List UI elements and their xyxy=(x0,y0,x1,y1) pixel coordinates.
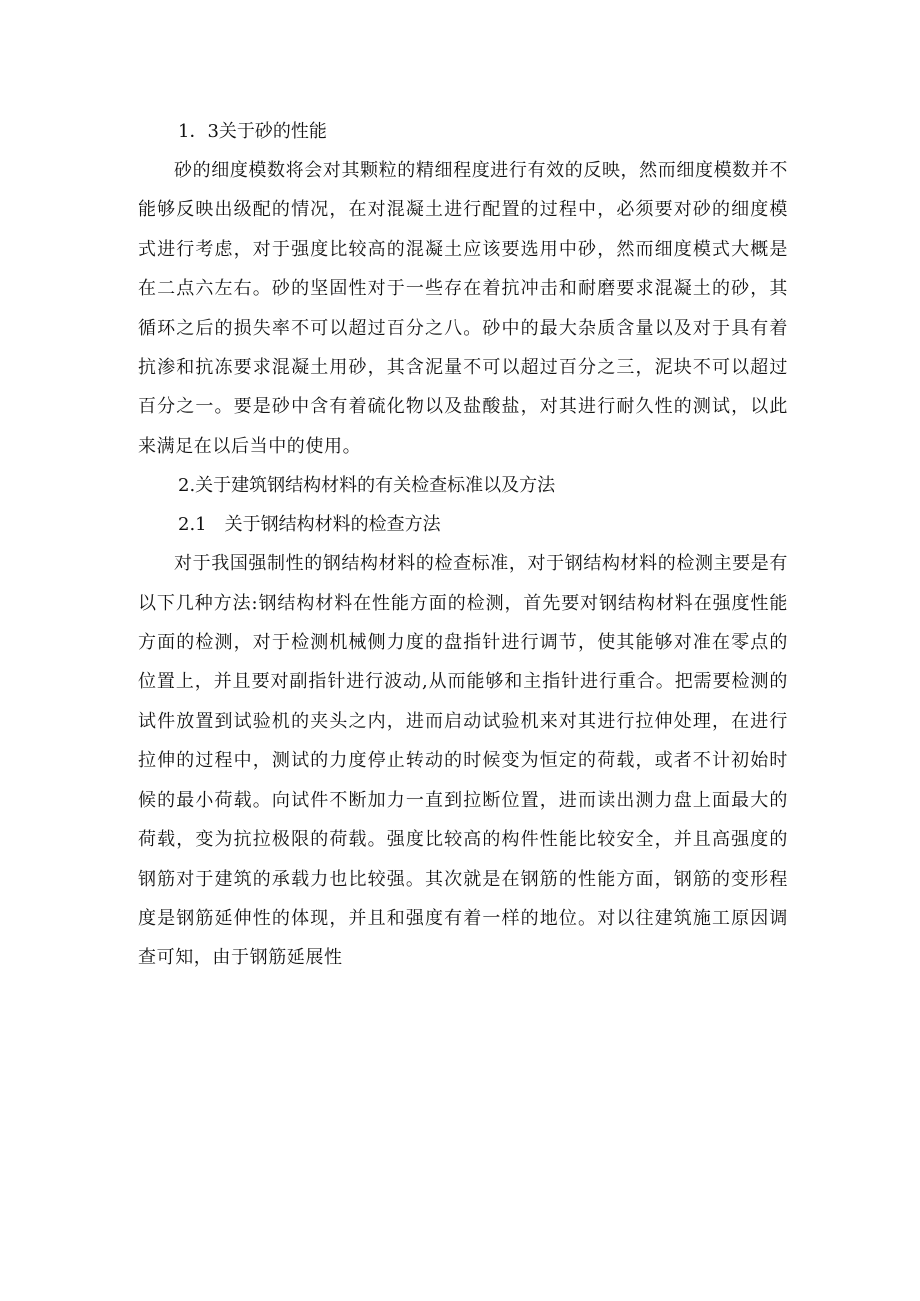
section-heading-1-3: 1．3关于砂的性能 xyxy=(178,121,327,142)
section-heading-2-1: 2.1 关于钢结构材料的检查方法 xyxy=(178,514,441,536)
document-body xyxy=(138,112,788,978)
paragraph-sand-properties: 砂的细度模数将会对其颗粒的精细程度进行有效的反映，然而细度模数并不能够反映出级配的情况，在对混凝土进行配置的过程中，必须要对砂的细度模式进行考虑，对于强度比较高的混凝土应该要选用中砂，然而细度模式大概是在二点六左右。砂的坚固性对于一些存在着抗冲击和耐磨要求混凝土的砂，其循环之后的损失率不可以超过百分之八。砂中的最大杂质含量以及对于具有着抗渗和抗冻要求混凝土用砂，其含泥量不可以超过百分之三，泥块不可以超过百分之一。要是砂中含有着硫化物以及盐酸盐，对其进行耐久性的测试，以此来满足在以后当中的使用。 xyxy=(138,160,788,457)
section-heading-2: 2.关于建筑钢结构材料的有关检查标准以及方法 xyxy=(178,475,556,497)
paragraph-steel-inspection-methods: 对于我国强制性的钢结构材料的检查标准，对于钢结构材料的检测主要是有以下几种方法:钢结构材料在性能方面的检测，首先要对钢结构材料在强度性能方面的检测，对于检测机械侧力度的盘指针进行调节，使其能够对准在零点的位置上，并且要对副指针进行波动,从而能够和主指针进行重合。把需要检测的试件放置到试验机的夹头之内，进而启动试验机来对其进行拉伸处理，在进行拉伸的过程中，测试的力度停止转动的时候变为恒定的荷载，或者不计初始时候的最小荷载。向试件不断加力一直到拉断位置，进而读出测力盘上面最大的荷载，变为抗拉极限的荷载。强度比较高的构件性能比较安全，并且高强度的钢筋对于建筑的承载力也比较强。其次就是在钢筋的性能方面，钢筋的变形程度是钢筋延伸性的体现，并且和强度有着一样的地位。对以往建筑施工原因调查可知，由于钢筋延展性 xyxy=(138,553,788,969)
